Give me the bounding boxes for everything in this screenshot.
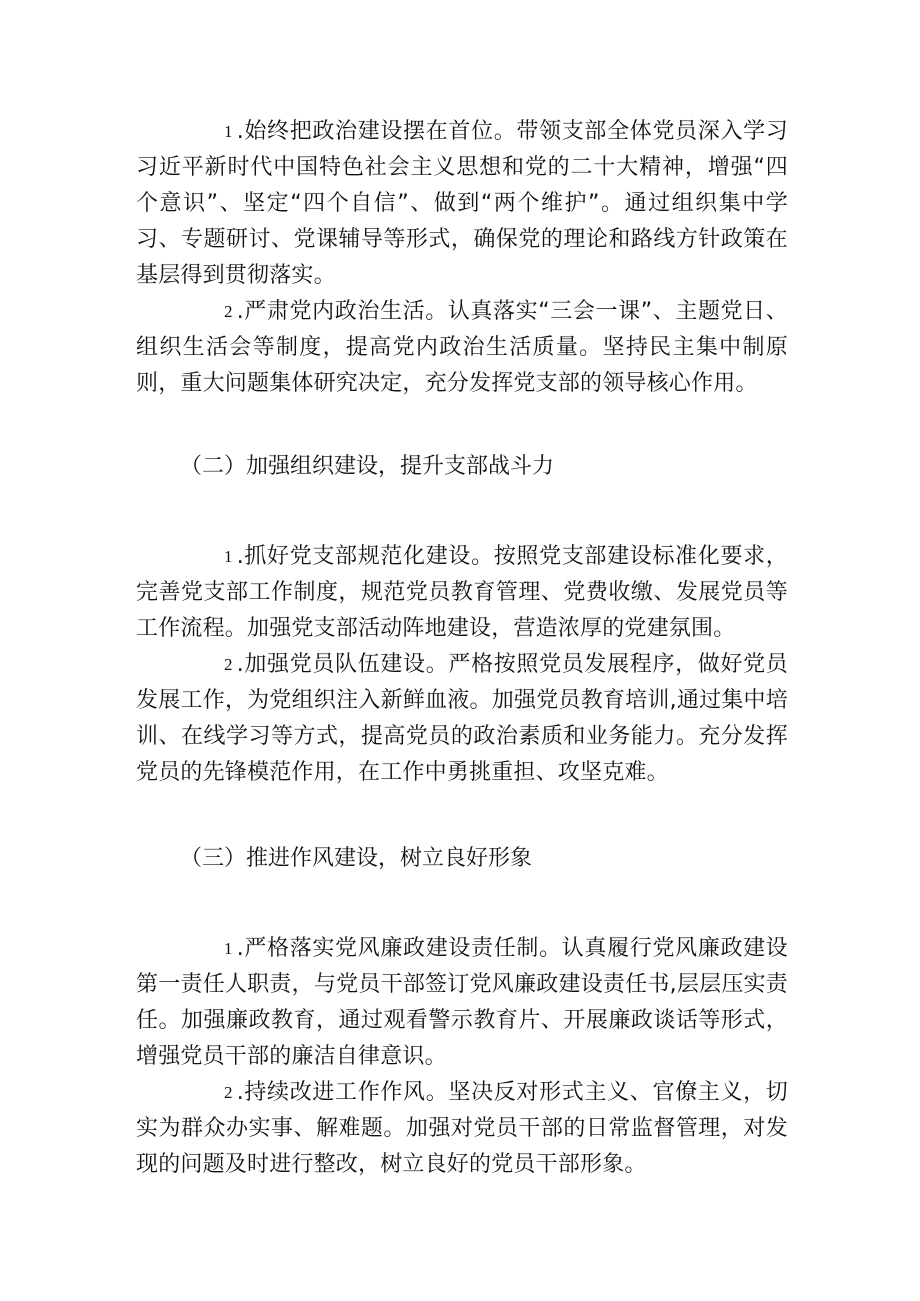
item-number: 2 (224, 655, 233, 674)
paragraph-text: .严格落实党风廉政建设责任制。认真履行党风廉政建设第一责任人职责，与党员干部签订党风廉政建设责任书,层层压实责任。加强廉政教育，通过观看警示教育片、开展廉政谈话等形式，增强党员干部的廉洁自律意识。 (136, 936, 788, 1069)
item-number: 1 (224, 122, 233, 141)
paragraph-member-team (136, 647, 788, 791)
paragraph-standardization (136, 539, 788, 647)
paragraph-text: .加强党员队伍建设。严格按照党员发展程序，做好党员发展工作，为党组织注入新鲜血液。加强党员教育培训,通过集中培训、在线学习等方式，提高党员的政治素质和业务能力。充分发挥党员的先锋模范作用，在工作中勇挑重担、攻坚克难。 (136, 652, 788, 785)
paragraph-text: .持续改进工作作风。坚决反对形式主义、官僚主义，切实为群众办实事、解难题。加强对党员干部的日常监督管理，对发现的问题及时进行整改，树立良好的党员干部形象。 (136, 1080, 788, 1177)
item-number: 1 (224, 547, 233, 566)
section-heading-work-style: （三）推进作风建设，树立良好形象 (180, 846, 533, 871)
item-number: 2 (224, 1083, 233, 1102)
paragraph-text: .严肃党内政治生活。认真落实“三会一课”、主题党日、组织生活会等制度，提高党内政治生活质量。坚持民主集中制原则，重大问题集体研究决定，充分发挥党支部的领导核心作用。 (136, 299, 788, 396)
paragraph-integrity (136, 931, 788, 1075)
paragraph-political-priority (136, 114, 788, 294)
paragraph-work-style (136, 1075, 788, 1183)
paragraph-text: .始终把政治建设摆在首位。带领支部全体党员深入学习习近平新时代中国特色社会主义思想和党的二十大精神，增强“四个意识”、坚定“四个自信”、做到“两个维护”。通过组织集中学习、专题研讨、党课辅导等形式，确保党的理论和路线方针政策在基层得到贯彻落实。 (136, 119, 788, 288)
paragraph-text: .抓好党支部规范化建设。按照党支部建设标准化要求，完善党支部工作制度，规范党员教育管理、党费收缴、发展党员等工作流程。加强党支部活动阵地建设，营造浓厚的党建氛围。 (136, 544, 788, 641)
item-number: 1 (224, 939, 233, 958)
item-number: 2 (224, 302, 233, 321)
section-heading-organization: （二）加强组织建设，提升支部战斗力 (180, 454, 555, 479)
paragraph-party-life (136, 294, 788, 402)
